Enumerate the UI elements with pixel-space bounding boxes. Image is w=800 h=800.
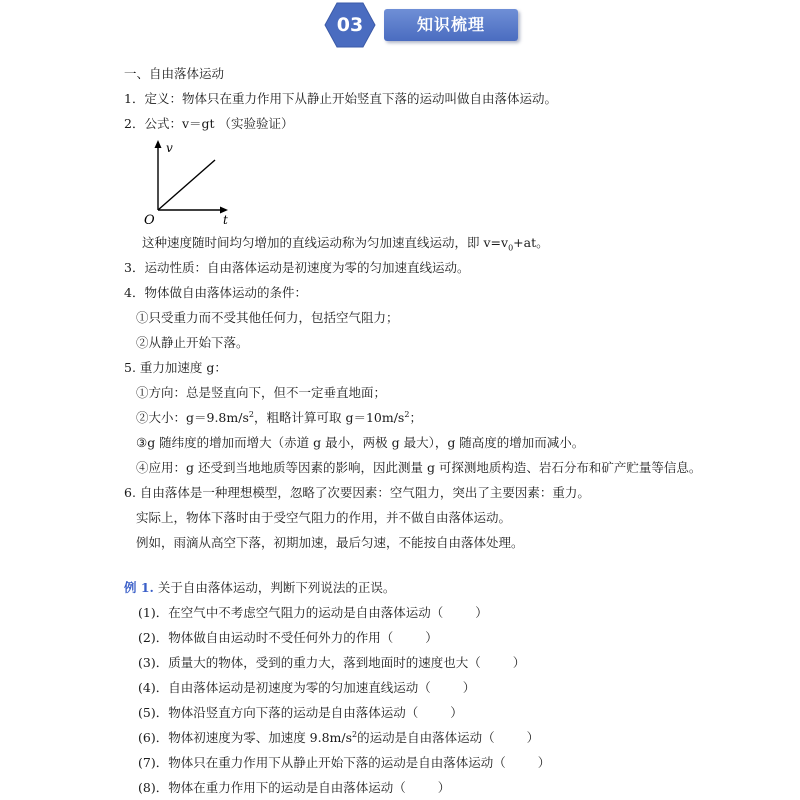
gravity-direction: ①方向：总是竖直向下，但不一定垂直地面； bbox=[136, 385, 387, 400]
example-1-label: 例 1. bbox=[124, 580, 154, 595]
item-conditions: 4．物体做自由落体运动的条件： bbox=[124, 285, 307, 300]
item-motion-nature: 3．运动性质：自由落体运动是初速度为零的匀加速直线运动。 bbox=[124, 260, 470, 275]
example-1-question: 例 1. 关于自由落体运动，判断下列说法的正误。 bbox=[124, 580, 396, 595]
item-definition: 1．定义：物体只在重力作用下从静止开始竖直下落的运动叫做自由落体运动。 bbox=[124, 91, 557, 106]
statement-2: (2)．物体做自由运动时不受任何外力的作用（ ） bbox=[138, 630, 438, 645]
gravity-magnitude: ②大小：$g=9.8m/s^2$，粗略计算可取 $g=10m/s^2$； bbox=[136, 409, 422, 425]
item-gravity-acceleration: 5. 重力加速度 g： bbox=[124, 360, 227, 375]
statement-1: (1)．在空气中不考虑空气阻力的运动是自由落体运动（ ） bbox=[138, 605, 488, 620]
statement-3: (3)．质量大的物体，受到的重力大，落到地面时的速度也大（ ） bbox=[138, 655, 526, 670]
heading-free-fall: 一、自由落体运动 bbox=[124, 66, 225, 81]
graph-x-label: t bbox=[223, 213, 228, 227]
section-header bbox=[0, 0, 800, 60]
graph-y-label: v bbox=[166, 141, 173, 155]
graph-velocity-line bbox=[158, 160, 215, 210]
statement-5: (5)．物体沿竖直方向下落的运动是自由落体运动（ ） bbox=[138, 705, 463, 720]
note-uniform-acceleration: 这种速度随时间均匀增加的直线运动称为匀加速直线运动，即 $v=v_0+at$。 bbox=[142, 235, 549, 253]
statement-6: (6)．物体初速度为零、加速度 $9.8m/s^2$的运动是自由落体运动（ ） bbox=[138, 729, 540, 745]
item-formula: 2．公式：v＝gt （实验验证） bbox=[124, 116, 294, 131]
condition-from-rest: ②从静止开始下落。 bbox=[136, 335, 249, 350]
item-ideal-model: 6. 自由落体是一种理想模型，忽略了次要因素：空气阻力，突出了主要因素：重力。 bbox=[124, 485, 590, 500]
ideal-model-example: 例如，雨滴从高空下落，初期加速，最后匀速，不能按自由落体处理。 bbox=[136, 535, 524, 550]
velocity-time-graph bbox=[140, 138, 240, 228]
condition-only-gravity: ①只受重力而不受其他任何力，包括空气阻力； bbox=[136, 310, 399, 325]
section-number-badge bbox=[324, 2, 376, 48]
statement-4: (4)．自由落体运动是初速度为零的匀加速直线运动（ ） bbox=[138, 680, 476, 695]
statement-8: (8)．物体在重力作用下的运动是自由落体运动（ ） bbox=[138, 780, 451, 795]
y-axis-arrow-icon bbox=[155, 140, 162, 148]
gravity-application: ④应用：g 还受到当地地质等因素的影响，因此测量 g 可探测地质构造、岩石分布和矿产贮量等信息。 bbox=[136, 460, 702, 475]
gravity-variation: ③g 随纬度的增加而增大（赤道 g 最小，两极 g 最大），g 随高度的增加而减小。 bbox=[136, 435, 585, 450]
section-number: 03 bbox=[336, 14, 364, 36]
statement-7: (7)．物体只在重力作用下从静止开始下落的运动是自由落体运动（ ） bbox=[138, 755, 551, 770]
graph-origin-label: O bbox=[144, 213, 155, 228]
section-title: 知识梳理 bbox=[384, 9, 518, 41]
ideal-model-reality: 实际上，物体下落时由于受空气阻力的作用，并不做自由落体运动。 bbox=[136, 510, 512, 525]
